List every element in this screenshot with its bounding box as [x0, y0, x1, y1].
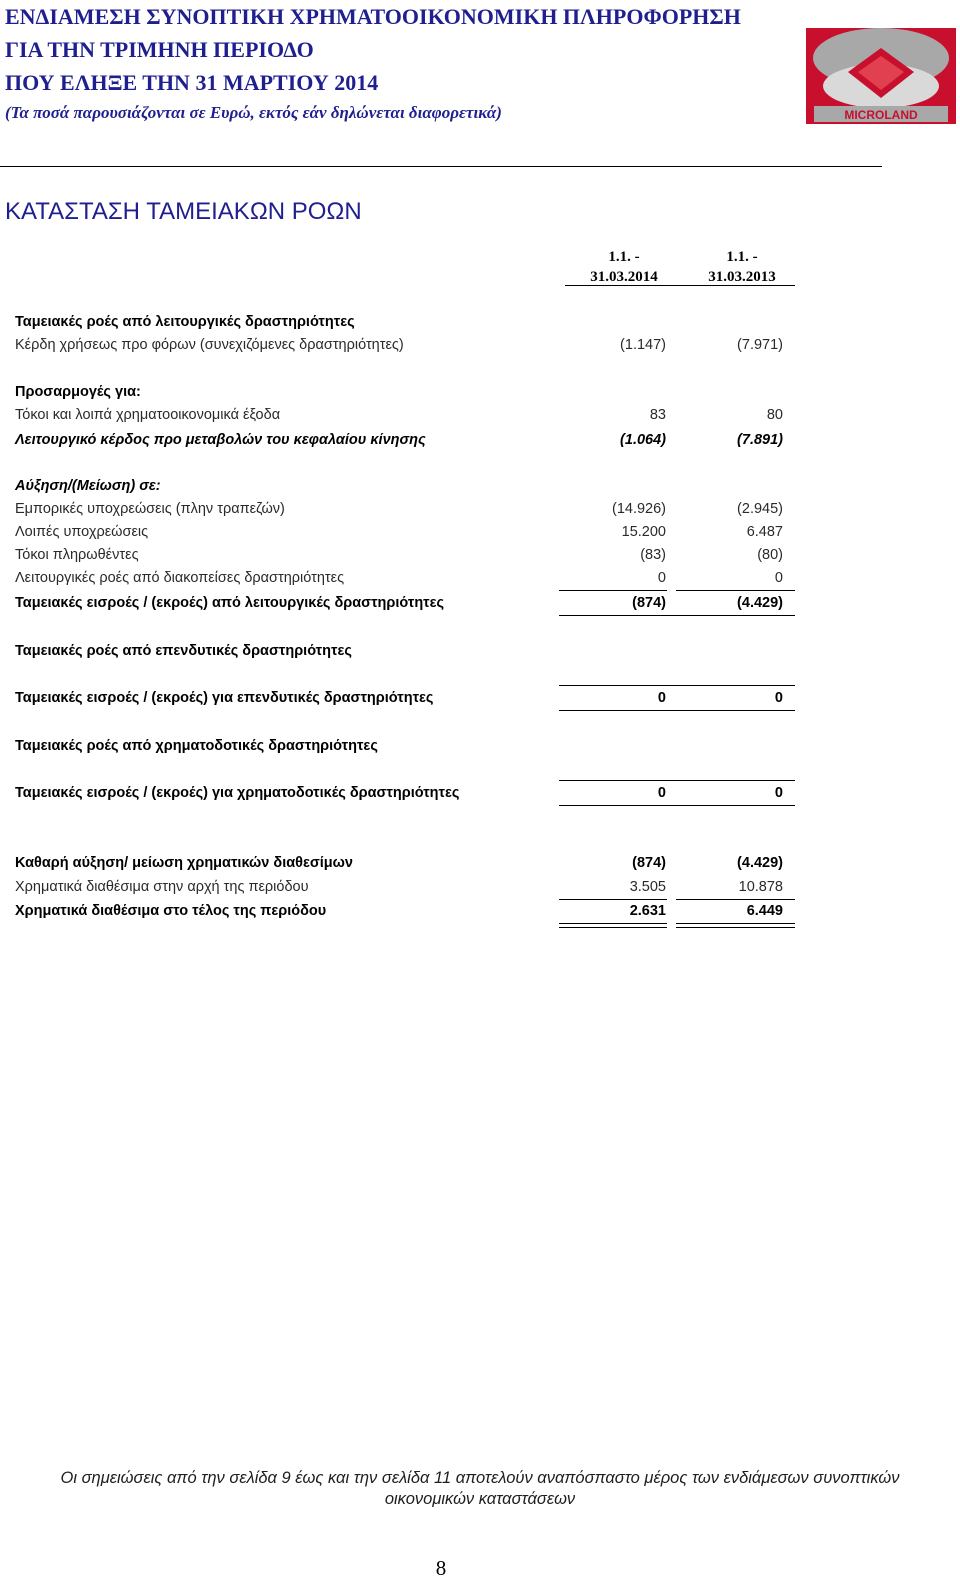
row-label: Καθαρή αύξηση/ μείωση χρηματικών διαθεσίμων	[15, 855, 353, 871]
value-2013: 0	[774, 785, 783, 801]
table-row	[0, 478, 960, 500]
value-2013: (7.971)	[737, 337, 783, 353]
footnote-line-2: οικονομικών καταστάσεων	[384, 1490, 576, 1508]
subtotal-rule-2013	[676, 590, 795, 591]
table-row	[0, 337, 960, 359]
value-2014: 2.631	[629, 903, 666, 919]
table-row	[0, 879, 960, 901]
value-2014: (83)	[640, 547, 666, 563]
value-2013: 10.878	[738, 879, 783, 895]
column-header-2013-line2: 31.03.2013	[708, 269, 776, 285]
report-title-line-1: ΕΝΔΙΑΜΕΣΗ ΣΥΝΟΠΤΙΚΗ ΧΡΗΜΑΤΟΟΙΚΟΝΟΜΙΚΗ ΠΛΗΡΟΦΟΡΗΣΗ	[5, 4, 741, 29]
row-label: Αύξηση/(Μείωση) σε:	[15, 478, 161, 494]
value-2014: (874)	[632, 855, 666, 871]
table-row	[0, 738, 960, 760]
svg-text:MICROLAND: MICROLAND	[844, 108, 918, 122]
value-2014: (1.064)	[620, 432, 666, 448]
table-row	[0, 785, 960, 807]
value-2013: (4.429)	[737, 595, 783, 611]
row-label: Ταμειακές ροές από χρηματοδοτικές δραστηριότητες	[15, 738, 378, 754]
table-row	[0, 547, 960, 569]
value-2013: (80)	[757, 547, 783, 563]
value-2013: (4.429)	[737, 855, 783, 871]
page-number: 8	[435, 1556, 447, 1580]
value-2013: 0	[774, 690, 783, 706]
report-title-line-3: ΠΟΥ ΕΛΗΞΕ ΤΗΝ 31 ΜΑΡΤΙΟΥ 2014	[5, 70, 379, 95]
value-2014: (14.926)	[611, 501, 666, 517]
microland-logo-graphic	[806, 28, 956, 124]
value-2013: 0	[774, 570, 783, 586]
value-2014: 83	[649, 407, 666, 423]
total-rule	[559, 710, 795, 711]
double-rule-top-2014	[559, 923, 667, 924]
report-title-line-2: ΓΙΑ ΤΗΝ ΤΡΙΜΗΝΗ ΠΕΡΙΟΔΟ	[5, 37, 314, 62]
table-row	[0, 855, 960, 877]
value-2014: 0	[657, 570, 666, 586]
header-divider	[0, 166, 882, 167]
row-label: Τόκοι πληρωθέντες	[15, 547, 139, 563]
value-2014: 0	[657, 690, 666, 706]
row-label: Λειτουργικό κέρδος προ μεταβολών του κεφαλαίου κίνησης	[15, 432, 426, 448]
column-header-2013	[683, 247, 801, 287]
row-label: Λοιπές υποχρεώσεις	[15, 524, 149, 540]
double-rule-bottom-2013	[676, 927, 795, 928]
value-2013: (2.945)	[737, 501, 783, 517]
currency-note: (Τα ποσά παρουσιάζονται σε Ευρώ, εκτός εάν δηλώνεται διαφορετικά)	[5, 103, 502, 122]
table-row	[0, 595, 960, 617]
value-2013: 80	[766, 407, 783, 423]
microland-logo	[806, 28, 956, 124]
table-row	[0, 903, 960, 925]
row-label: Λειτουργικές ροές από διακοπείσες δραστηριότητες	[15, 570, 345, 586]
value-2013: 6.449	[746, 903, 783, 919]
table-row	[0, 384, 960, 406]
column-header-2014-line1: 1.1. -	[608, 249, 640, 265]
value-2014: 0	[657, 785, 666, 801]
row-label: Ταμειακές εισροές / (εκροές) για χρηματοδοτικές δραστηριότητες	[15, 785, 460, 801]
table-row	[0, 690, 960, 712]
value-2014: 3.505	[629, 879, 666, 895]
row-label: Χρηματικά διαθέσιμα στην αρχή της περιόδου	[15, 879, 309, 895]
table-row	[0, 501, 960, 523]
table-row	[0, 524, 960, 546]
table-row	[0, 314, 960, 336]
value-2014: 15.200	[621, 524, 666, 540]
row-label: Ταμειακές εισροές / (εκροές) για επενδυτικές δραστηριότητες	[15, 690, 434, 706]
row-label: Ταμειακές ροές από λειτουργικές δραστηριότητες	[15, 314, 355, 330]
row-label: Ταμειακές εισροές / (εκροές) από λειτουργικές δραστηριότητες	[15, 595, 445, 611]
footnote-line-1: Οι σημειώσεις από την σελίδα 9 έως και την σελίδα 11 αποτελούν αναπόσπαστο μέρος των ενδιάμεσων συνοπτικών	[60, 1469, 900, 1487]
table-row	[0, 643, 960, 665]
double-rule-top-2013	[676, 923, 795, 924]
column-header-2014	[565, 247, 683, 287]
row-label: Εμπορικές υποχρεώσεις (πλην τραπεζών)	[15, 501, 285, 517]
row-label: Τόκοι και λοιπά χρηματοοικονομικά έξοδα	[15, 407, 281, 423]
total-rule	[559, 805, 795, 806]
statement-title: ΚΑΤΑΣΤΑΣΗ ΤΑΜΕΙΑΚΩΝ ΡΟΩΝ	[5, 198, 362, 225]
total-rule	[559, 615, 795, 616]
row-label: Ταμειακές ροές από επενδυτικές δραστηριότητες	[15, 643, 352, 659]
value-2013: (7.891)	[737, 432, 783, 448]
subtotal-rule-2014	[559, 899, 667, 900]
value-2013: 6.487	[746, 524, 783, 540]
row-label: Προσαρμογές για:	[15, 384, 141, 400]
subtotal-rule-2014	[559, 590, 667, 591]
table-row	[0, 570, 960, 592]
row-label: Κέρδη χρήσεως προ φόρων (συνεχιζόμενες δραστηριότητες)	[15, 337, 404, 353]
column-header-2014-line2: 31.03.2014	[590, 269, 658, 285]
value-2014: (874)	[632, 595, 666, 611]
footnote	[0, 1468, 960, 1510]
column-header-2013-line1: 1.1. -	[726, 249, 758, 265]
value-2014: (1.147)	[620, 337, 666, 353]
row-label: Χρηματικά διαθέσιμα στο τέλος της περιόδου	[15, 903, 327, 919]
double-rule-bottom-2014	[559, 927, 667, 928]
column-header-rule	[565, 285, 795, 286]
subtotal-rule	[559, 685, 795, 686]
subtotal-rule-2013	[676, 899, 795, 900]
table-row	[0, 407, 960, 429]
subtotal-rule	[559, 780, 795, 781]
table-row	[0, 432, 960, 454]
